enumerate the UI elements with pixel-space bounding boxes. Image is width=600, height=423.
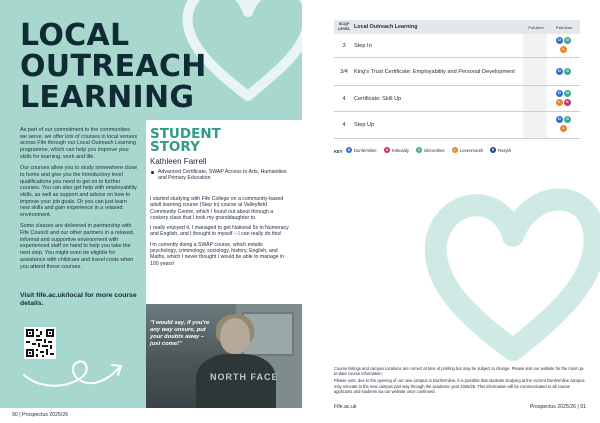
location-badge: G: [564, 68, 571, 75]
title-line: LOCAL: [20, 18, 130, 53]
location-badge: G: [564, 90, 571, 97]
table-header: [334, 20, 580, 34]
row-level: 4: [342, 96, 346, 102]
footer-url[interactable]: Fife.ac.uk: [334, 404, 357, 410]
left-page-number: 90 | Prospectus 2025/26: [12, 412, 69, 418]
shirt-print: NORTH FACE: [210, 372, 279, 382]
location-badge: G: [564, 37, 571, 44]
key-campus-name: Kirkcaldy: [392, 148, 409, 154]
location-badge: L: [556, 99, 563, 106]
bullet-dot-icon: [151, 171, 154, 174]
key-badge: R: [491, 148, 495, 152]
key-campus-name: Dunfermline: [354, 148, 377, 154]
title-line: LEARNING: [20, 80, 195, 115]
student-story-text: [150, 196, 290, 271]
title-line: OUTREACH: [20, 49, 207, 84]
location-badge: L: [560, 46, 567, 53]
key-badge: L: [453, 148, 457, 152]
right-page: [302, 0, 600, 423]
table-row[interactable]: [334, 86, 580, 112]
key-campus-name: Levenmouth: [460, 148, 484, 154]
student-course: [150, 169, 288, 182]
location-badge: K: [564, 99, 571, 106]
key-campus-name: Glenrothes: [424, 148, 445, 154]
heading-line: STUDENT: [150, 126, 221, 142]
heart-outline-icon: [418, 178, 600, 368]
story-paragraph: I started studying with Fife College on a community-based adult learning course (Step In) course at Valleyfield Community Centre, which I found out about through a cookery class that I took my granddaughter to.: [150, 196, 284, 221]
key-label: KEY: [334, 148, 343, 154]
location-badge: D: [556, 116, 563, 123]
header-full-time: Full-time: [528, 24, 544, 30]
header-level: SCQF LEVEL: [338, 22, 351, 31]
intro-paragraph: Our courses allow you to study somewhere close to home and give you the introductory level qualifications you need to get on to further courses. You can also get help with employability skills, as well as support and advice on how to improve your job goals. Or you can just learn new skills and gain experience in a relaxed environment.: [20, 165, 138, 219]
intro-paragraph: As part of our commitment to the communities we serve, we offer lots of courses in local venues across Fife through our Local Outreach Learning programme, which can help you improve your skills for learning, work and life.: [20, 127, 138, 160]
table-row[interactable]: [334, 112, 580, 139]
key-badge: K: [385, 148, 389, 152]
table-row[interactable]: [334, 58, 580, 86]
row-course: Certificate: Skill Up: [354, 96, 402, 102]
story-paragraph: I really enjoyed it, I managed to get National 5s in Numeracy and English, and I thought to myself – I can really do this!: [150, 225, 289, 238]
note-paragraph: Please note: due to the opening of our new campus in Dunfermline, it is possible that students studying at the current Dunfermline campus may relocate to the new campus part way through the academic year 2025/26. This information will be communicated to all course applicants and students via our website once confirmed.: [334, 378, 585, 394]
table-row[interactable]: [334, 34, 580, 58]
intro-paragraph: Some classes are delivered in partnership with Fife Council and our other partners in a relaxed, informal and supportive environment with experienced staff on hand to help you take the next step. You might even be eligible for assistance with childcare and travel costs when you attend these courses.: [20, 223, 135, 270]
row-course: King's Trust Certificate: Employability and Personal Development: [354, 69, 515, 75]
student-story-heading: [150, 128, 221, 154]
student-quote: "I would say, if you're any way unsure, put your doubts away – just come!": [150, 320, 210, 347]
key-badge: G: [417, 148, 421, 152]
full-time-cell: [523, 112, 547, 138]
row-course: Step In: [354, 43, 372, 49]
student-name: Kathleen Farrell: [150, 157, 207, 166]
location-badge: L: [560, 125, 567, 132]
page-title: [20, 20, 207, 113]
full-time-cell: [523, 86, 547, 111]
full-time-cell: [523, 58, 547, 85]
left-footer: [0, 408, 302, 423]
key-campus-name: Rosyth: [498, 148, 512, 154]
curved-arrow-icon: [18, 345, 128, 395]
row-course: Step Up: [354, 122, 375, 128]
row-level: 3/4: [340, 69, 348, 75]
course-text: Advanced Certificate, SWAP Access to Arts, Humanities and Primary Education: [158, 169, 287, 182]
story-paragraph: I'm currently doing a SWAP course, which entails psychology, criminology, sociology, history, English, and Maths, which I never thought I would be able to manage in 100 years!: [150, 241, 285, 267]
row-level: 4: [342, 122, 346, 128]
intro-text: [20, 127, 138, 275]
right-page-number: Prospectus 2025/26 | 91: [529, 404, 586, 410]
location-badge: D: [556, 37, 563, 44]
row-level: 3: [342, 43, 346, 49]
heading-line: STORY: [150, 139, 200, 155]
key-badge: D: [347, 148, 351, 152]
visit-link[interactable]: Visit fife.ac.uk/local for more course details.: [20, 292, 137, 307]
note-paragraph: Course listings and campus locations are correct at time of printing but may be subject to change. Please visit our website for the most up-to-date course information.: [334, 366, 585, 377]
full-time-cell: [523, 34, 547, 57]
location-badge: G: [564, 116, 571, 123]
location-badge: D: [556, 68, 563, 75]
header-part-time: Part-time: [555, 24, 573, 30]
location-badge: D: [556, 90, 563, 97]
disclaimer-notes: [334, 366, 588, 396]
person-face: [220, 318, 250, 354]
header-course: Local Outreach Learning: [354, 24, 418, 30]
